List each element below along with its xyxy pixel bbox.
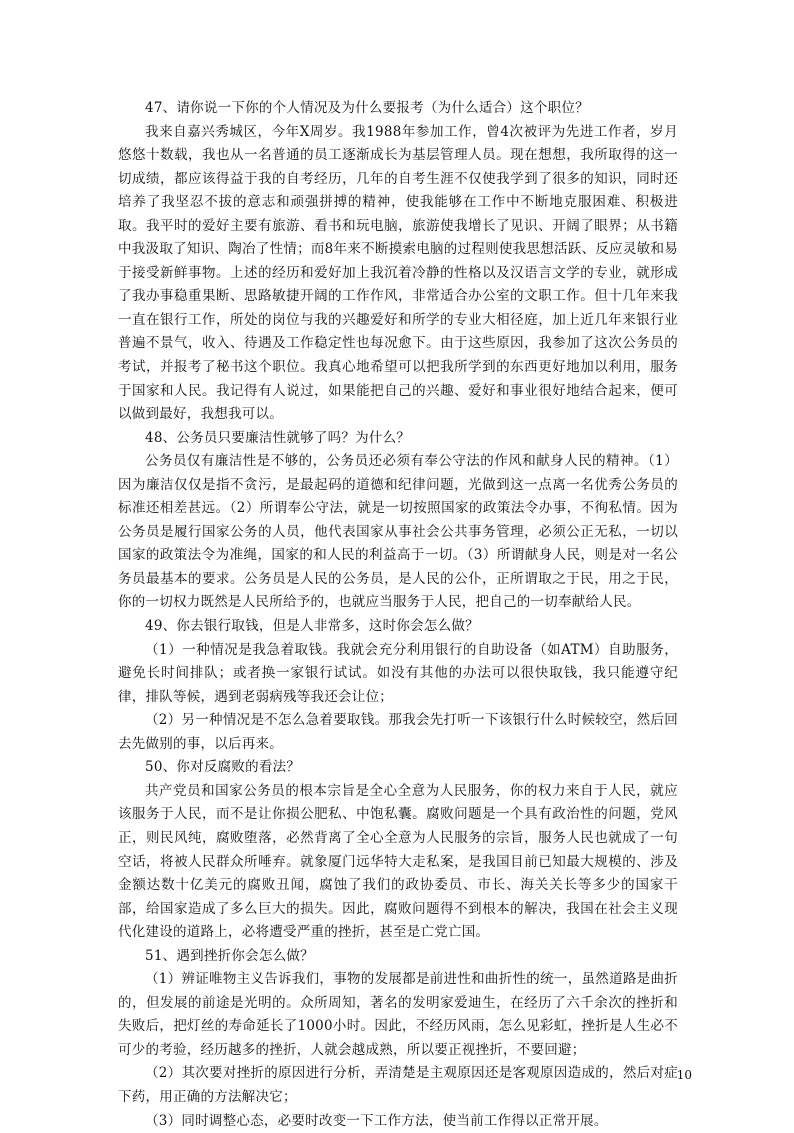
page-number: 10 — [676, 1068, 692, 1082]
document-body — [118, 97, 678, 1133]
question-47: 47、请你说一下你的个人情况及为什么要报考（为什么适合）这个职位？ — [145, 100, 589, 116]
question-48: 48、公务员只要廉洁性就够了吗？为什么？ — [145, 429, 411, 446]
question-49: 49、你去银行取钱，但是人非常多，这时你会怎么做？ — [145, 618, 479, 635]
answer-49-part-2: （2）另一种情况是不怎么急着要取钱。那我会先打听一下该银行什么时候较空，然后回去先做别的事，以后再来。 — [118, 712, 678, 752]
answer-48: 公务员仅有廉洁性是不够的，公务员还必须有奉公守法的作风和献身人民的精神。（1）因为廉洁仅仅是指不贪污，是最起码的道德和纪律问题，光做到这一点离一名优秀公务员的标准还相差甚远。（2）所谓奉公守法，就是一切按照国家的政策法令办事，不徇私情。因为公务员是履行国家公务的人员，他代表国家从事社会公共事务管理，必须公正无私，一切以国家的政策法令为准绳，国家的和人民的利益高于一切。（3）所谓献身人民，则是对一名公务员最基本的要求。公务员是人民的公务员，是人民的公仆，正所谓取之于民，用之于民，你的一切权力既然是人民所给予的，也就应当服务于人民，把自己的一切奉献给人民。 — [118, 453, 678, 611]
answer-47: 我来自嘉兴秀城区，今年X周岁。我1988年参加工作，曾4次被评为先进工作者，岁月悠悠十数载，我也从一名普通的员工逐渐成长为基层管理人员。现在想想，我所取得的这一切成绩，都应该得益于我的自考经历，几年的自考生涯不仅使我学到了很多的知识，同时还培养了我坚忍不拔的意志和顽强拼搏的精神，使我能够在工作中不断地克服困难、积极进取。我平时的爱好主要有旅游、看书和玩电脑，旅游使我增长了见识、开阔了眼界；从书籍中我汲取了知识、陶冶了性情；而8年来不断摸索电脑的过程则使我思想活跃、反应灵敏和易于接受新鲜事物。上述的经历和爱好加上我沉着冷静的性格以及汉语言文学的专业，就形成了我办事稳重果断、思路敏捷开阔的工作作风，非常适合办公室的文职工作。但十几年来我一直在银行工作，所处的岗位与我的兴趣爱好和所学的专业大相径庭，加上近几年来银行业普遍不景气，收入、待遇及工作稳定性也每况愈下。由于这些原因，我参加了这次公务员的考试，并报考了秘书这个职位。我真心地希望可以把我所学到的东西更好地加以利用，服务于国家和人民。我记得有人说过，如果能把自己的兴趣、爱好和事业很好地结合起来，便可以做到最好，我想我可以。 — [118, 123, 678, 423]
question-51: 51、遇到挫折你会怎么做？ — [145, 947, 314, 964]
answer-51-part-3: （3）同时调整心态，必要时改变一下工作方法，使当前工作得以正常开展。 — [145, 1112, 608, 1129]
answer-49-part-1: （1）一种情况是我急着取钱。我就会充分利用银行的自助设备（如ATM）自助服务，避免长时间排队；或者换一家银行试试。如没有其他的办法可以很快取钱，我只能遵守纪律，排队等候，遇到老弱病残等我还会让位； — [118, 641, 678, 705]
answer-51-part-2: （2）其次要对挫折的原因进行分析，弄清楚是主观原因还是客观原因造成的，然后对症下药，用正确的方法解决它； — [118, 1065, 678, 1105]
answer-50: 共产党员和国家公务员的根本宗旨是全心全意为人民服务，你的权力来自于人民，就应该服务于人民，而不是让你损公肥私、中饱私囊。腐败问题是一个具有政治性的问题，党风正，则民风纯，腐败堕落，必然背离了全心全意为人民服务的宗旨，服务人民也就成了一句空话，将被人民群众所唾弃。就象厦门远华特大走私案，是我国目前已知最大规模的、涉及金额达数十亿美元的腐败丑闻，腐蚀了我们的政协委员、市长、海关关长等多少的国家干部，给国家造成了多么巨大的损失。因此，腐败问题得不到根本的解决，我国在社会主义现代化建设的道路上，必将遭受严重的挫折，甚至是亡党亡国。 — [118, 782, 678, 941]
answer-51-part-1: （1）辨证唯物主义告诉我们，事物的发展都是前进性和曲折性的统一，虽然道路是曲折的，但发展的前途是光明的。众所周知，著名的发明家爱迪生，在经历了六千余次的挫折和失败后，把灯丝的寿命延长了1000小时。因此，不经历风雨，怎么见彩虹，挫折是人生必不可少的考验，经历越多的挫折，人就会越成熟，所以要正视挫折，不要回避； — [118, 971, 678, 1058]
question-50: 50、你对反腐败的看法？ — [145, 759, 301, 776]
